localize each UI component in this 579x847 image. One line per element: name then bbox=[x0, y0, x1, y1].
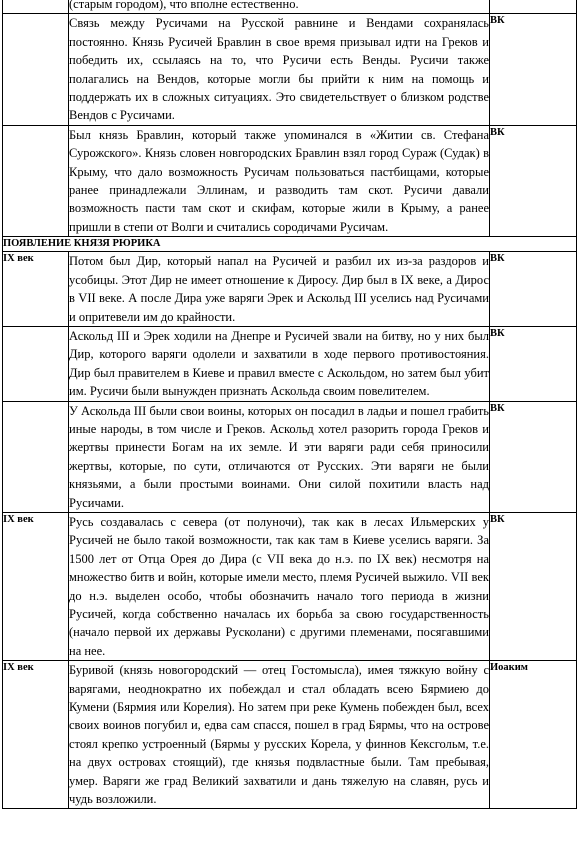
section-header-row bbox=[3, 237, 577, 252]
row-text bbox=[69, 14, 490, 125]
row-source: Иоаким bbox=[490, 661, 577, 809]
row-date bbox=[3, 0, 69, 14]
row-source: ВК bbox=[490, 512, 577, 660]
row-date: IX век bbox=[3, 512, 69, 660]
row-source: ВК bbox=[490, 252, 577, 327]
row-text-content: Был князь Бравлин, который также упоминался в «Житии св. Стефана Сурожского». Князь словен новгородских Бравлин взял город Сураж (Судак) в Крыму, что дало возможность Русичам пользоваться пастбищами, которые ранее принадлежали Эллинам, и разводить там скот. Русичи давали возможность пасти там скот и скифам, которые жили в Крыму, а ранее пришли в степи от Волги и считались сородичами Русичам. bbox=[69, 127, 489, 234]
table-row bbox=[3, 401, 577, 512]
table-row bbox=[3, 125, 577, 236]
row-text bbox=[69, 512, 490, 660]
row-date bbox=[3, 14, 69, 125]
row-text-content: Аскольд III и Эрек ходили на Днепре и Русичей звали на битву, но у них был Дир, которого варяги одолели и захватили в ходе первого противостояния. Дир был правителем в Киеве и правил вместе с Аскольдом, но затем был убит им. Русичи были вынужден признать Аскольда своим повелителем. bbox=[69, 328, 489, 399]
row-text-content: У Аскольда III были свои воины, которых он посадил в ладьи и пошел грабить иные народы, в том числе и Греков. Аскольд хотел разорить города Греков и жертвы принести Богам на их земле. И эти варяги ради себя приносили жертвы, которые, по сути, отличаются от Русских. Эти варяги не были князьями, а были простыми воинами. Они силой похитили власть над Русичами. bbox=[69, 403, 489, 510]
row-source: ВК bbox=[490, 326, 577, 401]
table-row bbox=[3, 0, 577, 14]
table-row bbox=[3, 14, 577, 125]
row-text bbox=[69, 326, 490, 401]
row-date bbox=[3, 125, 69, 236]
table-row bbox=[3, 326, 577, 401]
row-source: ВК bbox=[490, 401, 577, 512]
row-text bbox=[69, 661, 490, 809]
chronology-table bbox=[2, 0, 577, 809]
row-source bbox=[490, 0, 577, 14]
row-source: ВК bbox=[490, 14, 577, 125]
row-date: IX век bbox=[3, 661, 69, 809]
table-row bbox=[3, 252, 577, 327]
row-text-content: Русь создавалась с севера (от полуночи), так как в лесах Ильмерских у Русичей не было такой возможности, так как там в Киеве уселись варяги. За 1500 лет от Отца Орея до Дира (с VII века до н.э. по IX век) несмотря на множество битв и войн, которые имели место, племя Русичей выжило. VII век до н.э. выделен особо, чтобы обозначить начало того периода в жизни Русичей, когда собственно началась их борьба за свою государственность (начало первой их державы Русколани) с другими племенами, посягавшими на нее. bbox=[69, 514, 489, 658]
row-text-content: Потом был Дир, который напал на Русичей и разбил их из-за раздоров и усобицы. Этот Дир не имеет отношение к Диросу. Дир был в IX веке, а Дирос в VII веке. А после Дира уже варяги Эрек и Аскольд III уселись над Русичами и опритевели им до крайности. bbox=[69, 254, 489, 324]
row-date bbox=[3, 401, 69, 512]
row-date bbox=[3, 326, 69, 401]
row-text-content: (старым городом), что вполне естественно. bbox=[69, 0, 299, 11]
row-text bbox=[69, 0, 490, 14]
section-heading: ПОЯВЛЕНИЕ КНЯЗЯ РЮРИКА bbox=[3, 237, 577, 252]
table-row bbox=[3, 512, 577, 660]
row-date: IX век bbox=[3, 252, 69, 327]
table-row bbox=[3, 661, 577, 809]
row-source: ВК bbox=[490, 125, 577, 236]
row-text bbox=[69, 401, 490, 512]
row-text-content: Буривой (князь новогородский — отец Гостомысла), имея тяжкую войну с варягами, неоднократно их побеждал и стал обладать всею Бярмиею до Кумени (Бярмия или Корелия). Но затем при реке Кумень побежден был, всех своих воинов погубил и, едва сам спасся, пошел в град Бярмы, что на острове стоял крепко устроенный (Бярмы у русских Корела, у финнов Кексгольм, т.е. на двух островах стоящий), где князья подвластные были. Там пребывая, умер. Варяги же град Великий захватили и дань тяжелую на славян, русь и чудь возложили. bbox=[69, 663, 489, 807]
row-text bbox=[69, 252, 490, 327]
row-text bbox=[69, 125, 490, 236]
row-text-content: Связь между Русичами на Русской равнине и Вендами сохранялась постоянно. Князь Русичей Бравлин в свое время призывал идти на Греков и победить их, ссылаясь на то, что Русичи есть Венды. Русичи также полагались на Вендов, которые могли бы прийти к ним на помощь и поддержать их в сложных ситуациях. Это свидетельствует о близком родстве Вендов с Русичами. bbox=[69, 16, 489, 123]
